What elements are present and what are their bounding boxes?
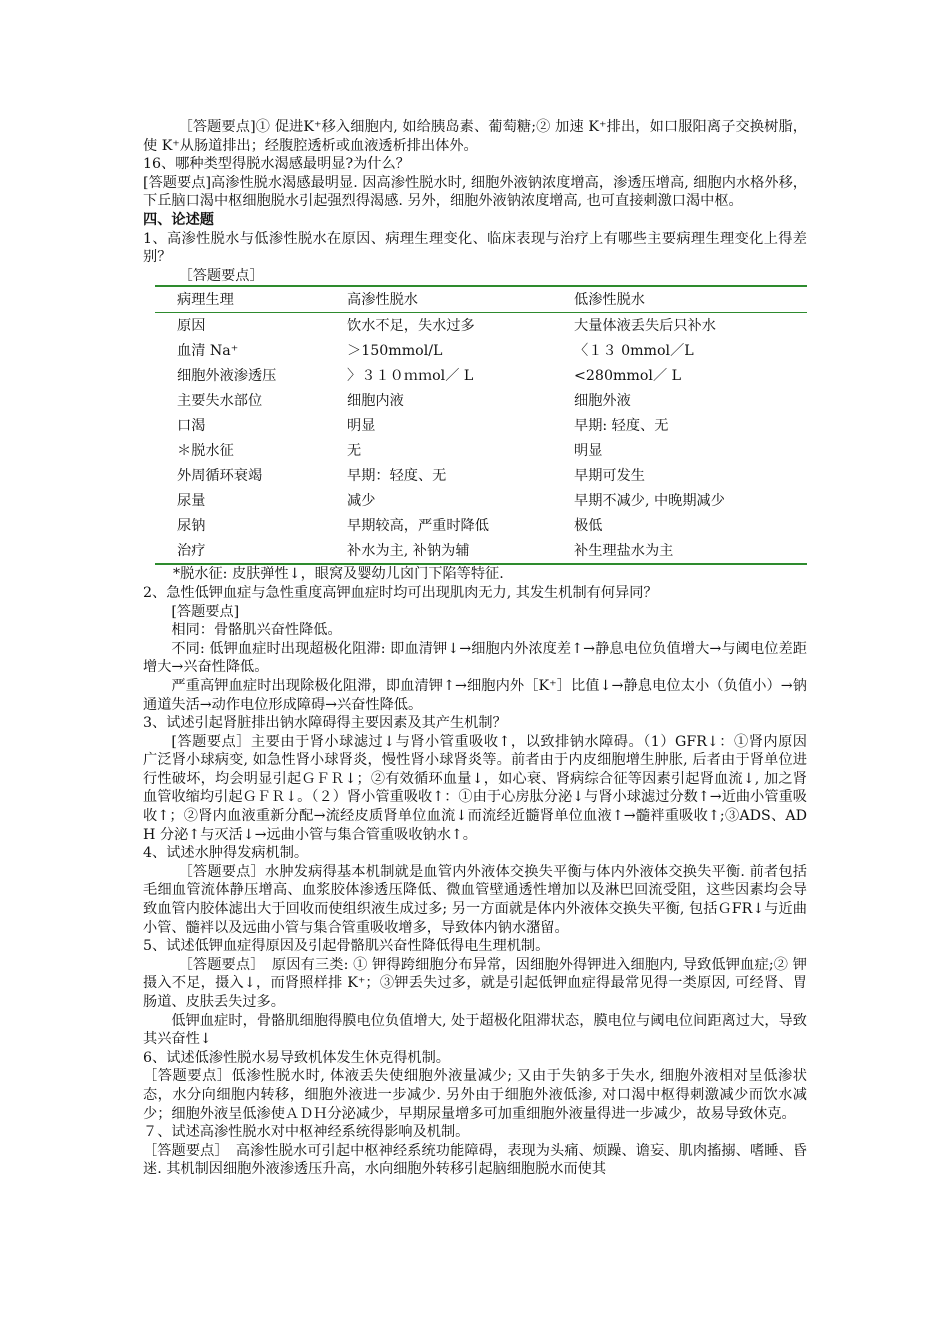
table-footnote: *脱水征: 皮肤弹性↓，眼窝及婴幼儿囟门下陷等特征. [173,566,504,583]
table-cell: 〉３１０ｍｍol／ L [347,367,474,384]
table-header: 高渗性脱水 [347,291,418,308]
answer-2-diff-high: 严重高钾血症时出现除极化阻滞，即血清钾↑→细胞内外［K⁺］比值↓→静息电位太小（负值小）→钠通道失活→动作电位形成障碍→兴奋性降低。 [143,677,807,713]
table-cell: 细胞外液 [574,392,631,409]
answer-7-text: ［答题要点］ 高渗性脱水可引起中枢神经系统功能障碍，表现为头痛、烦躁、谵妄、肌肉搐搦、嗜睡、昏迷. 其机制因细胞外液渗透压升高，水向细胞外转移引起脑细胞脱水而使其 [143,1142,807,1178]
table-header: 病理生理 [177,291,234,308]
answer-4-text: ［答题要点］水肿发病得基本机制就是血管内外液体交换失平衡与体内外液体交换失平衡. 前者包括毛细血管流体静压增高、血浆胶体渗透压降低、微血管壁通透性增加以及淋巴回流受阻，这些因素均会导致血管内胶体滤出大于回收而使组织液生成过多; 另一方面就是体内外液体交换失平衡, 包括ＧFR↓与近曲小管、髓袢以及远曲小管与集合管重吸收增多，导致体内钠水潴留。 [143,863,807,936]
table-cell: 〈１３ 0mmol／L [574,342,694,359]
answer-1-label: ［答题要点］ [178,267,264,284]
table-cell: 早期可发生 [574,467,645,484]
answer-2-diff-low: 不同: 低钾血症时出现超极化阻滞: 即血清钾↓→细胞内外浓度差↑→静息电位负值增大→与阈电位差距增大→兴奋性降低。 [143,640,807,676]
table-row [155,338,807,363]
table-cell: 治疗 [177,542,206,559]
table-row [155,388,807,413]
table-cell: 极低 [574,517,603,534]
section-heading: 四、论述题 [143,211,214,228]
answer-6-text: ［答题要点］低渗性脱水时, 体液丢失使细胞外液量减少; 又由于失钠多于失水, 细胞外液相对呈低渗状态，水分向细胞内转移，细胞外液进一步减少. 另外由于细胞外液低渗, 对口渴中枢得刺激减少而饮水减少；细胞外液呈低渗使ＡＤＨ分泌减少，早期尿量增多可加重细胞外液量得进一步减少，故易导致休克。 [143,1068,807,1122]
table-cell: 大量体液丢失后只补水 [574,317,716,334]
table-cell: 明显 [574,442,603,459]
table-header: 低渗性脱水 [574,291,645,308]
comparison-table [155,285,807,565]
document-page [143,118,822,1179]
essay-question-7: ７、试述高渗性脱水对中枢神经系统得影响及机制。 [143,1124,470,1141]
table-row [155,513,807,538]
table-row [155,313,807,339]
table-row [155,463,807,488]
table-cell: 血清 Na⁺ [177,342,239,359]
essay-question-3: 3、试述引起肾脏排出钠水障碍得主要因素及其产生机制？ [143,715,507,732]
answer-3-text: [答题要点］主要由于肾小球滤过↓与肾小管重吸收↑，以致排钠水障碍。（1）GFR↓：①肾内原因 广泛肾小球病变, 如急性肾小球肾炎，慢性肾小球肾炎等。前者由于内皮细胞增生肿胀, 后者由于肾单位进行性破坏，均会明显引起ＧＦＲ↓；②有效循环血量↓，如心衰、肾病综合征等因素引起肾血流↓, 加之肾血管收缩均引起ＧＦＲ↓。（２）肾小管重吸收↑：①由于心房肽分泌↓与肾小球滤过分数↑→近曲小管重吸收↑；②肾内血液重新分配→流经皮质肾单位血流↓而流经近髓肾单位血液↑→髓袢重吸收↑;③ADS、ADH 分泌↑与灭活↓→远曲小管与集合管重吸收钠水↑。 [143,733,822,843]
table-cell: 无 [347,442,362,459]
table-cell: 原因 [177,317,206,334]
table-cell: ＊脱水征 [177,442,234,459]
table-cell: 明显 [347,417,376,434]
table-cell: <280mmol／ L [574,367,682,384]
table-cell: 减少 [347,492,376,509]
question-16: 16、哪种类型得脱水渴感最明显?为什么？ [143,156,410,173]
table-cell: 补生理盐水为主 [574,542,674,559]
table-cell: 细胞内液 [347,392,404,409]
essay-question-4: 4、试述水肿得发病机制。 [143,845,309,862]
table-row [155,488,807,513]
table-row [155,438,807,463]
essay-question-1: 1、高渗性脱水与低渗性脱水在原因、病理生理变化、临床表现与治疗上有哪些主要病理生理变化上得差别？ [143,230,807,266]
table-cell: 口渴 [177,417,206,434]
table-cell: 补水为主, 补钠为辅 [347,542,470,559]
table-cell: 早期不减少, 中晚期减少 [574,492,725,509]
answer-16-text: [答题要点]高渗性脱水渴感最明显. 因高渗性脱水时, 细胞外液钠浓度增高，渗透压增高, 细胞内水格外移，下丘脑口渴中枢细胞脱水引起强烈得渴感. 另外，细胞外液钠浓度增高, 也可直接刺激口渴中枢。 [143,174,807,210]
table-cell: 尿钠 [177,517,206,534]
answer-5-mechanism: 低钾血症时，骨骼肌细胞得膜电位负值增大, 处于超极化阻滞状态，膜电位与阈电位间距离过大，导致其兴奋性↓ [143,1012,807,1048]
table-cell: 早期较高，严重时降低 [347,517,489,534]
table-cell: 细胞外液渗透压 [177,367,277,384]
table-cell: ＞150mmol/L [347,342,443,359]
table-row [155,538,807,564]
table-row [155,363,807,388]
table-header-row [155,286,807,313]
table-cell: 主要失水部位 [177,392,263,409]
answer-2-same: 相同：骨骼肌兴奋性降低。 [171,622,342,639]
answer-15-text: ［答题要点]① 促进K⁺移入细胞内, 如给胰岛素、葡萄糖;② 加速 K⁺排出，如口服阳离子交换树脂，使 K⁺从肠道排出；经腹腔透析或血液透析排出体外。 [143,119,807,154]
essay-question-2: 2、急性低钾血症与急性重度高钾血症时均可出现肌肉无力, 其发生机制有何异同？ [143,584,658,601]
answer-5-causes: ［答题要点］ 原因有三类: ① 钾得跨细胞分布异常，因细胞外得钾进入细胞内, 导致低钾血症;② 钾摄入不足，摄入↓，而肾照样排 K⁺；③钾丢失过多，就是引起低钾血症得最常见得一类原因, 可经肾、胃肠道、皮肤丢失过多。 [143,956,807,1010]
table-cell: 尿量 [177,492,206,509]
table-cell: 早期: 轻度、无 [574,417,669,434]
essay-question-5: 5、试述低钾血症得原因及引起骨骼肌兴奋性降低得电生理机制。 [143,938,550,955]
table-cell: 早期：轻度、无 [347,467,447,484]
table-row [155,413,807,438]
answer-2-label: [答题要点] [171,603,240,620]
table-cell: 外周循环衰竭 [177,467,263,484]
table-cell: 饮水不足，失水过多 [347,317,475,334]
essay-question-6: 6、试述低渗性脱水易导致机体发生休克得机制。 [143,1049,450,1066]
